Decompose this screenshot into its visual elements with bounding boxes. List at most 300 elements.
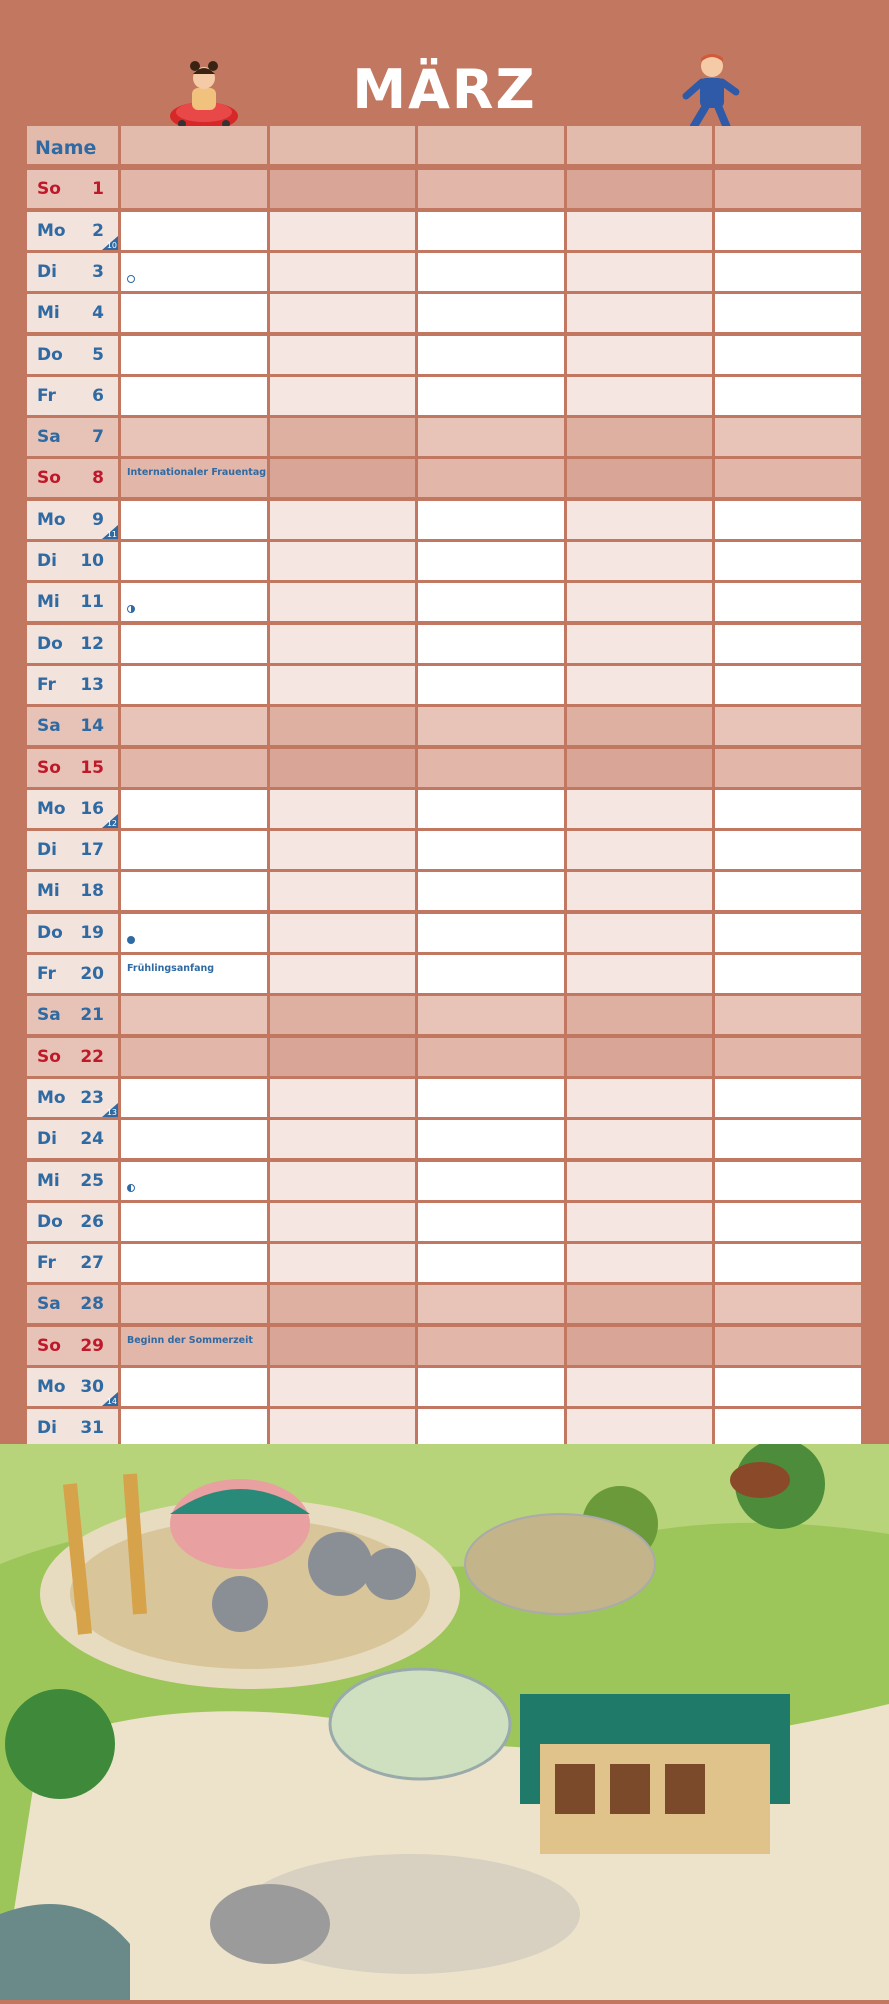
day-row — [27, 1162, 862, 1200]
day-label-cell — [27, 914, 118, 952]
weekday-name: Mo — [37, 798, 66, 819]
day-label-cell — [27, 1120, 118, 1158]
holiday-note: Frühlingsanfang — [127, 963, 215, 974]
planner-entry-cell[interactable] — [418, 1203, 564, 1241]
day-number: 21 — [80, 1005, 104, 1026]
planner-entry-cell[interactable] — [418, 955, 564, 993]
weekday-name: Di — [37, 261, 57, 282]
day-label-cell — [27, 459, 118, 497]
planner-entry-cell[interactable] — [567, 914, 713, 952]
day-row — [27, 418, 862, 456]
planner-entry-cell[interactable] — [121, 625, 267, 663]
day-row — [27, 996, 862, 1034]
day-number: 31 — [80, 1418, 104, 1439]
planner-entry-cell[interactable] — [121, 1203, 267, 1241]
day-row — [27, 831, 862, 869]
planner-entry-cell[interactable] — [418, 749, 564, 787]
moon-phase-icon — [127, 605, 135, 613]
planner-entry-cell[interactable] — [418, 542, 564, 580]
day-label-cell — [27, 1244, 118, 1282]
week-number: 11 — [106, 529, 117, 539]
planner-entry-cell[interactable] — [567, 1120, 713, 1158]
planner-entry-cell[interactable] — [270, 1038, 416, 1076]
day-label-cell — [27, 1079, 118, 1117]
planner-entry-cell[interactable] — [567, 336, 713, 374]
day-row — [27, 1409, 862, 1447]
name-header-cell — [27, 126, 118, 164]
planner-entry-cell[interactable] — [270, 914, 416, 952]
day-label-cell — [27, 418, 118, 456]
planner-entry-cell[interactable] — [418, 170, 564, 208]
day-label-cell — [27, 377, 118, 415]
day-label-cell — [27, 872, 118, 910]
header-row — [27, 126, 862, 164]
day-label-cell — [27, 501, 118, 539]
planner-entry-cell[interactable] — [567, 1327, 713, 1365]
planner-entry-cell[interactable] — [715, 1409, 861, 1447]
day-label-cell — [27, 707, 118, 745]
zoo-scene-icon — [0, 1444, 889, 2000]
day-number: 9 — [92, 509, 104, 530]
planner-entry-cell[interactable] — [567, 831, 713, 869]
day-number: 13 — [80, 674, 104, 695]
day-label-cell — [27, 1285, 118, 1323]
day-label-cell — [27, 996, 118, 1034]
day-number: 4 — [92, 303, 104, 324]
day-number: 7 — [92, 427, 104, 448]
day-row — [27, 790, 862, 828]
planner-entry-cell[interactable] — [418, 1162, 564, 1200]
day-row — [27, 253, 862, 291]
day-row — [27, 625, 862, 663]
day-number: 22 — [80, 1046, 104, 1067]
planner-entry-cell[interactable] — [567, 1409, 713, 1447]
weekday-name: So — [37, 1046, 61, 1067]
day-label-cell — [27, 583, 118, 621]
planner-entry-cell[interactable] — [567, 1203, 713, 1241]
planner-entry-cell[interactable] — [418, 336, 564, 374]
day-row — [27, 501, 862, 539]
weekday-name: Di — [37, 1418, 57, 1439]
day-label-cell — [27, 1038, 118, 1076]
planner-entry-cell[interactable] — [121, 294, 267, 332]
day-row — [27, 1079, 862, 1117]
holiday-note: Internationaler Frauentag — [127, 467, 267, 479]
planner-entry-cell[interactable] — [715, 625, 861, 663]
day-label-cell — [27, 170, 118, 208]
planner-entry-cell[interactable] — [715, 1162, 861, 1200]
person-name-input[interactable] — [121, 126, 267, 164]
planner-entry-cell[interactable] — [270, 1368, 416, 1406]
planner-entry-cell[interactable] — [270, 1079, 416, 1117]
planner-entry-cell[interactable] — [715, 1368, 861, 1406]
planner-entry-cell[interactable] — [418, 1079, 564, 1117]
planner-entry-cell[interactable] — [121, 996, 267, 1034]
day-label-cell — [27, 1203, 118, 1241]
weekday-name: Mo — [37, 509, 66, 530]
planner-entry-cell[interactable] — [567, 1368, 713, 1406]
planner-entry-cell[interactable] — [567, 1244, 713, 1282]
planner-entry-cell[interactable] — [270, 955, 416, 993]
day-number: 29 — [80, 1335, 104, 1356]
planner-entry-cell[interactable] — [418, 914, 564, 952]
moon-phase-icon — [127, 275, 135, 283]
day-number: 26 — [80, 1211, 104, 1232]
day-number: 24 — [80, 1129, 104, 1150]
person-name-input[interactable] — [270, 126, 416, 164]
day-row — [27, 749, 862, 787]
planner-entry-cell[interactable] — [418, 1327, 564, 1365]
day-number: 6 — [92, 385, 104, 406]
day-label-cell — [27, 666, 118, 704]
planner-entry-cell[interactable] — [567, 790, 713, 828]
weekday-name: Sa — [37, 1005, 61, 1026]
day-number: 17 — [80, 840, 104, 861]
name-header-label: Name — [35, 137, 97, 159]
planner-entry-cell[interactable] — [567, 1079, 713, 1117]
weekday-name: Mi — [37, 303, 60, 324]
planner-entry-cell[interactable] — [270, 1327, 416, 1365]
planner-entry-cell[interactable] — [418, 1285, 564, 1323]
day-row — [27, 336, 862, 374]
day-row — [27, 1327, 862, 1365]
day-number: 15 — [80, 757, 104, 778]
day-number: 10 — [80, 551, 104, 571]
planner-entry-cell[interactable] — [418, 872, 564, 910]
planner-entry-cell[interactable] — [121, 1162, 267, 1200]
planner-entry-cell[interactable] — [418, 294, 564, 332]
day-number: 25 — [80, 1170, 104, 1191]
planner-entry-cell[interactable] — [121, 707, 267, 745]
planner-entry-cell[interactable] — [715, 583, 861, 621]
planner-entry-cell[interactable] — [567, 955, 713, 993]
day-label-cell — [27, 212, 118, 250]
planner-entry-cell[interactable] — [270, 253, 416, 291]
planner-entry-cell[interactable] — [715, 996, 861, 1034]
planner-entry-cell[interactable] — [418, 1368, 564, 1406]
planner-entry-cell[interactable] — [715, 790, 861, 828]
planner-entry-cell[interactable] — [121, 501, 267, 539]
planner-entry-cell[interactable] — [715, 707, 861, 745]
moon-phase-icon — [127, 1184, 135, 1192]
weekday-name: So — [37, 468, 61, 489]
planner-entry-cell[interactable] — [121, 1038, 267, 1076]
planner-entry-cell[interactable] — [121, 1120, 267, 1158]
planner-entry-cell[interactable] — [270, 583, 416, 621]
planner-entry-cell[interactable] — [715, 294, 861, 332]
day-number: 5 — [92, 344, 104, 365]
planner-entry-cell[interactable] — [715, 831, 861, 869]
planner-entry-cell[interactable] — [121, 336, 267, 374]
planner-entry-cell[interactable] — [715, 1120, 861, 1158]
planner-entry-cell[interactable] — [418, 212, 564, 250]
planner-entry-cell[interactable] — [270, 542, 416, 580]
planner-entry-cell[interactable] — [418, 583, 564, 621]
planner-entry-cell[interactable] — [715, 418, 861, 456]
weekday-name: Do — [37, 1211, 63, 1232]
week-number: 10 — [106, 240, 117, 250]
planner-entry-cell[interactable] — [270, 872, 416, 910]
day-number: 30 — [80, 1377, 104, 1397]
planner-entry-cell[interactable] — [121, 1079, 267, 1117]
planner-entry-cell[interactable] — [121, 831, 267, 869]
day-label-cell — [27, 955, 118, 993]
planner-entry-cell[interactable] — [715, 212, 861, 250]
planner-entry-cell[interactable] — [715, 170, 861, 208]
planner-entry-cell[interactable] — [715, 377, 861, 415]
planner-entry-cell[interactable] — [121, 955, 267, 993]
day-number: 3 — [92, 261, 104, 282]
planner-entry-cell[interactable] — [121, 872, 267, 910]
planner-entry-cell[interactable] — [418, 790, 564, 828]
planner-entry-cell[interactable] — [270, 212, 416, 250]
day-number: 23 — [80, 1087, 104, 1108]
planner-entry-cell[interactable] — [418, 418, 564, 456]
planner-entry-cell[interactable] — [121, 459, 267, 497]
day-row — [27, 955, 862, 993]
planner-entry-cell[interactable] — [567, 253, 713, 291]
day-row — [27, 914, 862, 952]
planner-entry-cell[interactable] — [121, 1244, 267, 1282]
day-label-cell — [27, 1327, 118, 1365]
planner-entry-cell[interactable] — [567, 294, 713, 332]
day-number: 12 — [80, 633, 104, 654]
planner-entry-cell[interactable] — [270, 1244, 416, 1282]
person-name-input[interactable] — [715, 126, 861, 164]
planner-entry-cell[interactable] — [715, 336, 861, 374]
planner-entry-cell[interactable] — [418, 666, 564, 704]
planner-entry-cell[interactable] — [121, 1409, 267, 1447]
month-title: MÄRZ — [352, 58, 537, 121]
planner-entry-cell[interactable] — [567, 749, 713, 787]
weekday-name: Mi — [37, 1170, 60, 1191]
weekday-name: Mi — [37, 592, 60, 613]
planner-entry-cell[interactable] — [270, 1203, 416, 1241]
weekday-name: Fr — [37, 385, 56, 406]
planner-entry-cell[interactable] — [270, 996, 416, 1034]
person-name-input[interactable] — [418, 126, 564, 164]
planner-entry-cell[interactable] — [715, 459, 861, 497]
weekday-name: So — [37, 757, 61, 778]
planner-entry-cell[interactable] — [270, 336, 416, 374]
day-row — [27, 377, 862, 415]
planner-entry-cell[interactable] — [567, 625, 713, 663]
day-row — [27, 1120, 862, 1158]
day-row — [27, 1244, 862, 1282]
planner-entry-cell[interactable] — [121, 1327, 267, 1365]
planner-entry-cell[interactable] — [567, 377, 713, 415]
planner-entry-cell[interactable] — [567, 459, 713, 497]
planner-entry-cell[interactable] — [567, 501, 713, 539]
day-number: 1 — [92, 179, 104, 200]
day-row — [27, 666, 862, 704]
day-row — [27, 583, 862, 621]
day-row — [27, 1285, 862, 1323]
day-label-cell — [27, 1409, 118, 1447]
planner-entry-cell[interactable] — [715, 1079, 861, 1117]
weekday-name: Fr — [37, 1253, 56, 1274]
planner-entry-cell[interactable] — [270, 666, 416, 704]
day-number: 27 — [80, 1253, 104, 1274]
day-row — [27, 459, 862, 497]
planner-entry-cell[interactable] — [418, 501, 564, 539]
day-label-cell — [27, 253, 118, 291]
planner-entry-cell[interactable] — [567, 1285, 713, 1323]
planner-entry-cell[interactable] — [121, 583, 267, 621]
day-row — [27, 212, 862, 250]
planner-entry-cell[interactable] — [121, 377, 267, 415]
planner-entry-cell[interactable] — [270, 170, 416, 208]
day-number: 18 — [80, 881, 104, 902]
planner-entry-cell[interactable] — [715, 914, 861, 952]
planner-entry-cell[interactable] — [418, 1120, 564, 1158]
planner-entry-cell[interactable] — [418, 1244, 564, 1282]
day-row — [27, 294, 862, 332]
planner-entry-cell[interactable] — [567, 1038, 713, 1076]
planner-entry-cell[interactable] — [418, 707, 564, 745]
planner-entry-cell[interactable] — [121, 666, 267, 704]
planner-entry-cell[interactable] — [715, 1327, 861, 1365]
planner-entry-cell[interactable] — [715, 955, 861, 993]
planner-entry-cell[interactable] — [270, 294, 416, 332]
planner-entry-cell[interactable] — [121, 749, 267, 787]
planner-entry-cell[interactable] — [715, 1038, 861, 1076]
moon-phase-icon — [127, 936, 135, 944]
planner-entry-cell[interactable] — [567, 542, 713, 580]
weekday-name: Do — [37, 633, 63, 654]
planner-entry-cell[interactable] — [418, 253, 564, 291]
weekday-name: So — [37, 179, 61, 200]
planner-entry-cell[interactable] — [121, 418, 267, 456]
planner-entry-cell[interactable] — [121, 914, 267, 952]
planner-entry-cell[interactable] — [715, 253, 861, 291]
planner-entry-cell[interactable] — [270, 418, 416, 456]
planner-entry-cell[interactable] — [715, 749, 861, 787]
day-number: 11 — [80, 592, 104, 613]
planner-entry-cell[interactable] — [270, 790, 416, 828]
planner-entry-cell[interactable] — [121, 790, 267, 828]
planner-entry-cell[interactable] — [270, 625, 416, 663]
weekday-name: Mo — [37, 1087, 66, 1108]
day-label-cell — [27, 1162, 118, 1200]
planner-entry-cell[interactable] — [270, 1120, 416, 1158]
day-label-cell — [27, 294, 118, 332]
planner-entry-cell[interactable] — [418, 459, 564, 497]
planner-entry-cell[interactable] — [715, 872, 861, 910]
planner-entry-cell[interactable] — [567, 1162, 713, 1200]
planner-entry-cell[interactable] — [418, 625, 564, 663]
holiday-note: Beginn der Sommerzeit — [127, 1334, 253, 1346]
planner-entry-cell[interactable] — [418, 831, 564, 869]
day-row — [27, 1368, 862, 1406]
planner-entry-cell[interactable] — [270, 377, 416, 415]
day-row — [27, 872, 862, 910]
day-row — [27, 170, 862, 208]
weekday-name: Di — [37, 551, 57, 571]
day-label-cell — [27, 625, 118, 663]
planner-entry-cell[interactable] — [121, 542, 267, 580]
planner-entry-cell[interactable] — [121, 1368, 267, 1406]
weekday-name: Di — [37, 1129, 57, 1150]
weekday-name: Sa — [37, 427, 61, 448]
planner-entry-cell[interactable] — [715, 501, 861, 539]
planner-entry-cell[interactable] — [418, 996, 564, 1034]
day-row — [27, 707, 862, 745]
day-number: 8 — [92, 468, 104, 489]
day-number: 28 — [80, 1294, 104, 1315]
weekday-name: Fr — [37, 964, 56, 984]
planner-entry-cell[interactable] — [567, 212, 713, 250]
day-number: 14 — [80, 716, 104, 737]
zoo-scene-illustration — [0, 1444, 889, 2000]
day-number: 19 — [80, 922, 104, 943]
planner-entry-cell[interactable] — [567, 666, 713, 704]
day-number: 16 — [80, 798, 104, 819]
planner-entry-cell[interactable] — [418, 1409, 564, 1447]
planner-entry-cell[interactable] — [715, 1285, 861, 1323]
day-label-cell — [27, 336, 118, 374]
planner-entry-cell[interactable] — [567, 707, 713, 745]
person-name-input[interactable] — [567, 126, 713, 164]
planner-entry-cell[interactable] — [567, 583, 713, 621]
planner-entry-cell[interactable] — [270, 749, 416, 787]
day-label-cell — [27, 831, 118, 869]
weekday-name: Di — [37, 840, 57, 861]
day-row — [27, 1038, 862, 1076]
weekday-name: Mo — [37, 1377, 66, 1397]
planner-entry-cell[interactable] — [121, 170, 267, 208]
planner-entry-cell[interactable] — [567, 996, 713, 1034]
weekday-name: Do — [37, 344, 63, 365]
planner-entry-cell[interactable] — [270, 459, 416, 497]
planner-entry-cell[interactable] — [715, 1244, 861, 1282]
week-number: 14 — [106, 1397, 117, 1406]
day-label-cell — [27, 790, 118, 828]
planner-entry-cell[interactable] — [121, 1285, 267, 1323]
planner-entry-cell[interactable] — [121, 253, 267, 291]
planner-entry-cell[interactable] — [121, 212, 267, 250]
weekday-name: Mi — [37, 881, 60, 902]
planner-entry-cell[interactable] — [270, 501, 416, 539]
day-label-cell — [27, 542, 118, 580]
planner-entry-cell[interactable] — [418, 1038, 564, 1076]
planner-entry-cell[interactable] — [567, 418, 713, 456]
planner-entry-cell[interactable] — [270, 707, 416, 745]
planner-entry-cell[interactable] — [270, 1409, 416, 1447]
day-label-cell — [27, 749, 118, 787]
planner-entry-cell[interactable] — [270, 1162, 416, 1200]
planner-entry-cell[interactable] — [418, 377, 564, 415]
planner-entry-cell[interactable] — [715, 542, 861, 580]
day-row — [27, 1203, 862, 1241]
day-row — [27, 542, 862, 580]
planner-entry-cell[interactable] — [567, 170, 713, 208]
weekday-name: Do — [37, 922, 63, 943]
day-number: 2 — [92, 220, 104, 241]
weekday-name: Sa — [37, 1294, 61, 1315]
weekday-name: Mo — [37, 220, 66, 241]
week-number: 12 — [106, 818, 117, 828]
day-number: 20 — [80, 964, 104, 984]
planner-entry-cell[interactable] — [715, 666, 861, 704]
planner-entry-cell[interactable] — [270, 831, 416, 869]
planner-entry-cell[interactable] — [715, 1203, 861, 1241]
day-label-cell — [27, 1368, 118, 1406]
weekday-name: So — [37, 1335, 61, 1356]
planner-entry-cell[interactable] — [567, 872, 713, 910]
planner-entry-cell[interactable] — [270, 1285, 416, 1323]
weekday-name: Fr — [37, 674, 56, 695]
